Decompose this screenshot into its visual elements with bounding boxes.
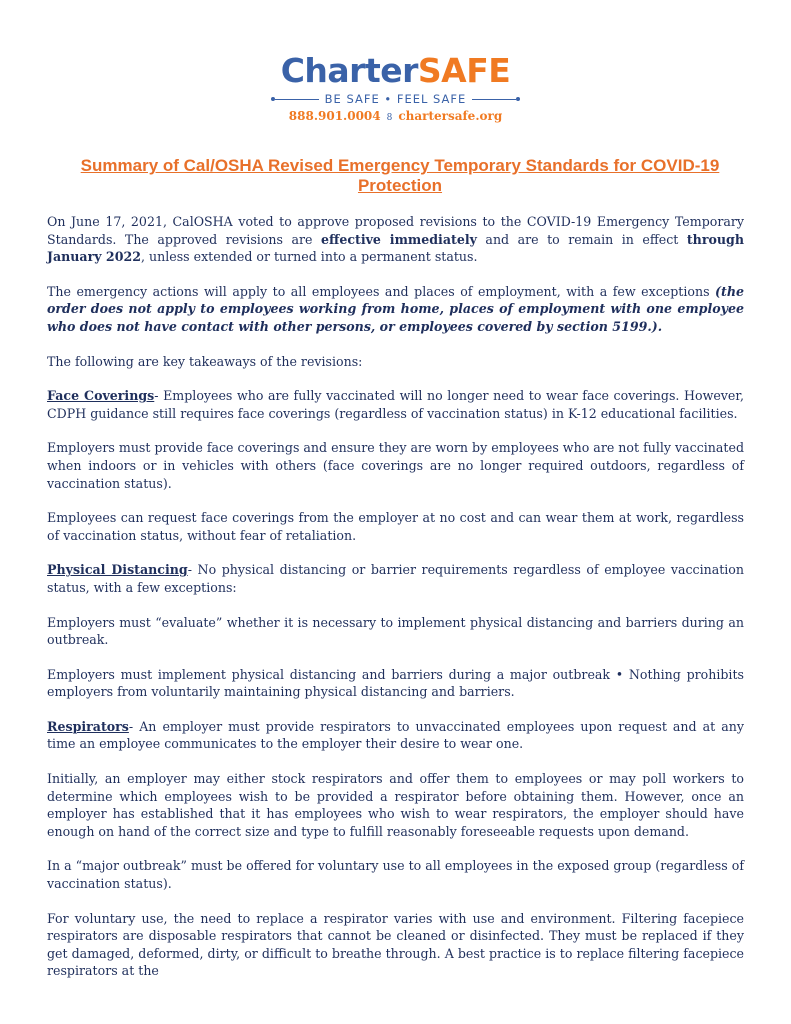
text-run: and are to remain in effect	[476, 231, 687, 247]
tagline-dot-icon	[516, 97, 520, 101]
contact-separator: 8	[386, 113, 393, 123]
document-title: Summary of Cal/OSHA Revised Emergency Temporary Standards for COVID-19 Protection	[80, 156, 720, 195]
respirators-paragraph-2: Initially, an employer may either stock respirators and offer them to employees or may poll workers to determine which employees wish to be provided a respirator before obtaining them. However, once an employer has established that it has employees who wish to wear respirators, the employer should have enough on hand of the correct size and type to fulfill reasonably foreseeable requests upon demand.	[47, 771, 744, 839]
logo-contact	[0, 109, 791, 123]
emphasis-through-date: through January 2022	[47, 231, 744, 265]
exceptions-note: (the order does not apply to employees working from home, places of employment with one employee who does not have contact with other persons, or employees covered by section 5199.).	[47, 283, 744, 334]
face-coverings-paragraph-3: Employees can request face coverings from the employer at no cost and can wear them at work, regardless of vaccination status, without fear of retaliation.	[47, 510, 744, 543]
logo-safe-text: SAFE	[417, 51, 511, 90]
intro-paragraph-1	[47, 213, 744, 266]
face-coverings-paragraph-2: Employers must provide face coverings and ensure they are worn by employees who are not fully vaccinated when indoors or in vehicles with others (face coverings are no longer required outdoors, regardless of vaccination status).	[47, 440, 744, 491]
logo-phone: 888.901.0004	[288, 109, 381, 123]
logo-charter-text: Charter	[280, 51, 418, 90]
text-run: On June 17, 2021, CalOSHA voted to approve proposed revisions to the COVID-19 Emergency Temporary Standards. The approved revisions are	[47, 214, 744, 247]
text-run: The emergency actions will apply to all employees and places of employment, with a few exceptions	[47, 283, 716, 299]
section-heading-physical-distancing: Physical Distancing	[47, 562, 188, 578]
text-run: - No physical distancing or barrier requirements regardless of employee vaccination status, with a few exceptions:	[47, 562, 744, 595]
respirators-paragraph-3: In a “major outbreak” must be offered for voluntary use to all employees in the exposed group (regardless of vaccination status).	[47, 858, 744, 892]
document-body	[47, 213, 744, 997]
text-run: - Employees who are fully vaccinated will no longer need to wear face coverings. However, CDPH guidance still requires face coverings (regardless of vaccination status) in K-12 educational facilities.	[47, 388, 745, 421]
physical-distancing-paragraph-2: Employers must “evaluate” whether it is necessary to implement physical distancing and barriers during an outbreak.	[47, 614, 744, 648]
respirators-paragraph-4: For voluntary use, the need to replace a respirator varies with use and environment. Filtering facepiece respirators are disposable respirators that cannot be cleaned or disinfected. They must be replaced if they get damaged, deformed, dirty, or difficult to breathe through. A best practice is to replace filtering facepiece respirators at the	[47, 910, 744, 979]
logo-website: chartersafe.org	[398, 109, 503, 123]
emphasis-effective: effective immediately	[320, 231, 477, 247]
logo-tagline: BE SAFE • FEEL SAFE	[324, 92, 467, 106]
intro-paragraph-3: The following are key takeaways of the revisions:	[47, 353, 363, 369]
physical-distancing-paragraph-1	[47, 561, 744, 596]
physical-distancing-paragraph-3: Employers must implement physical distancing and barriers during a major outbreak • Nothing prohibits employers from voluntarily maintaining physical distancing and barriers.	[47, 666, 744, 700]
section-heading-face-coverings: Face Coverings	[47, 388, 155, 404]
section-heading-respirators: Respirators	[47, 718, 129, 734]
text-run: , unless extended or turned into a permanent status.	[140, 249, 478, 265]
chartersafe-logo	[0, 52, 791, 123]
logo-wordmark	[0, 52, 791, 90]
logo-tagline-row	[0, 91, 791, 107]
tagline-rule-right	[472, 99, 516, 100]
respirators-paragraph-1	[47, 718, 744, 753]
intro-paragraph-2	[47, 283, 744, 336]
face-coverings-paragraph-1	[47, 387, 744, 422]
text-run: - An employer must provide respirators to unvaccinated employees upon request and at any time an employee communicates to the employer their desire to wear one.	[47, 718, 744, 752]
tagline-rule-left	[275, 99, 319, 100]
